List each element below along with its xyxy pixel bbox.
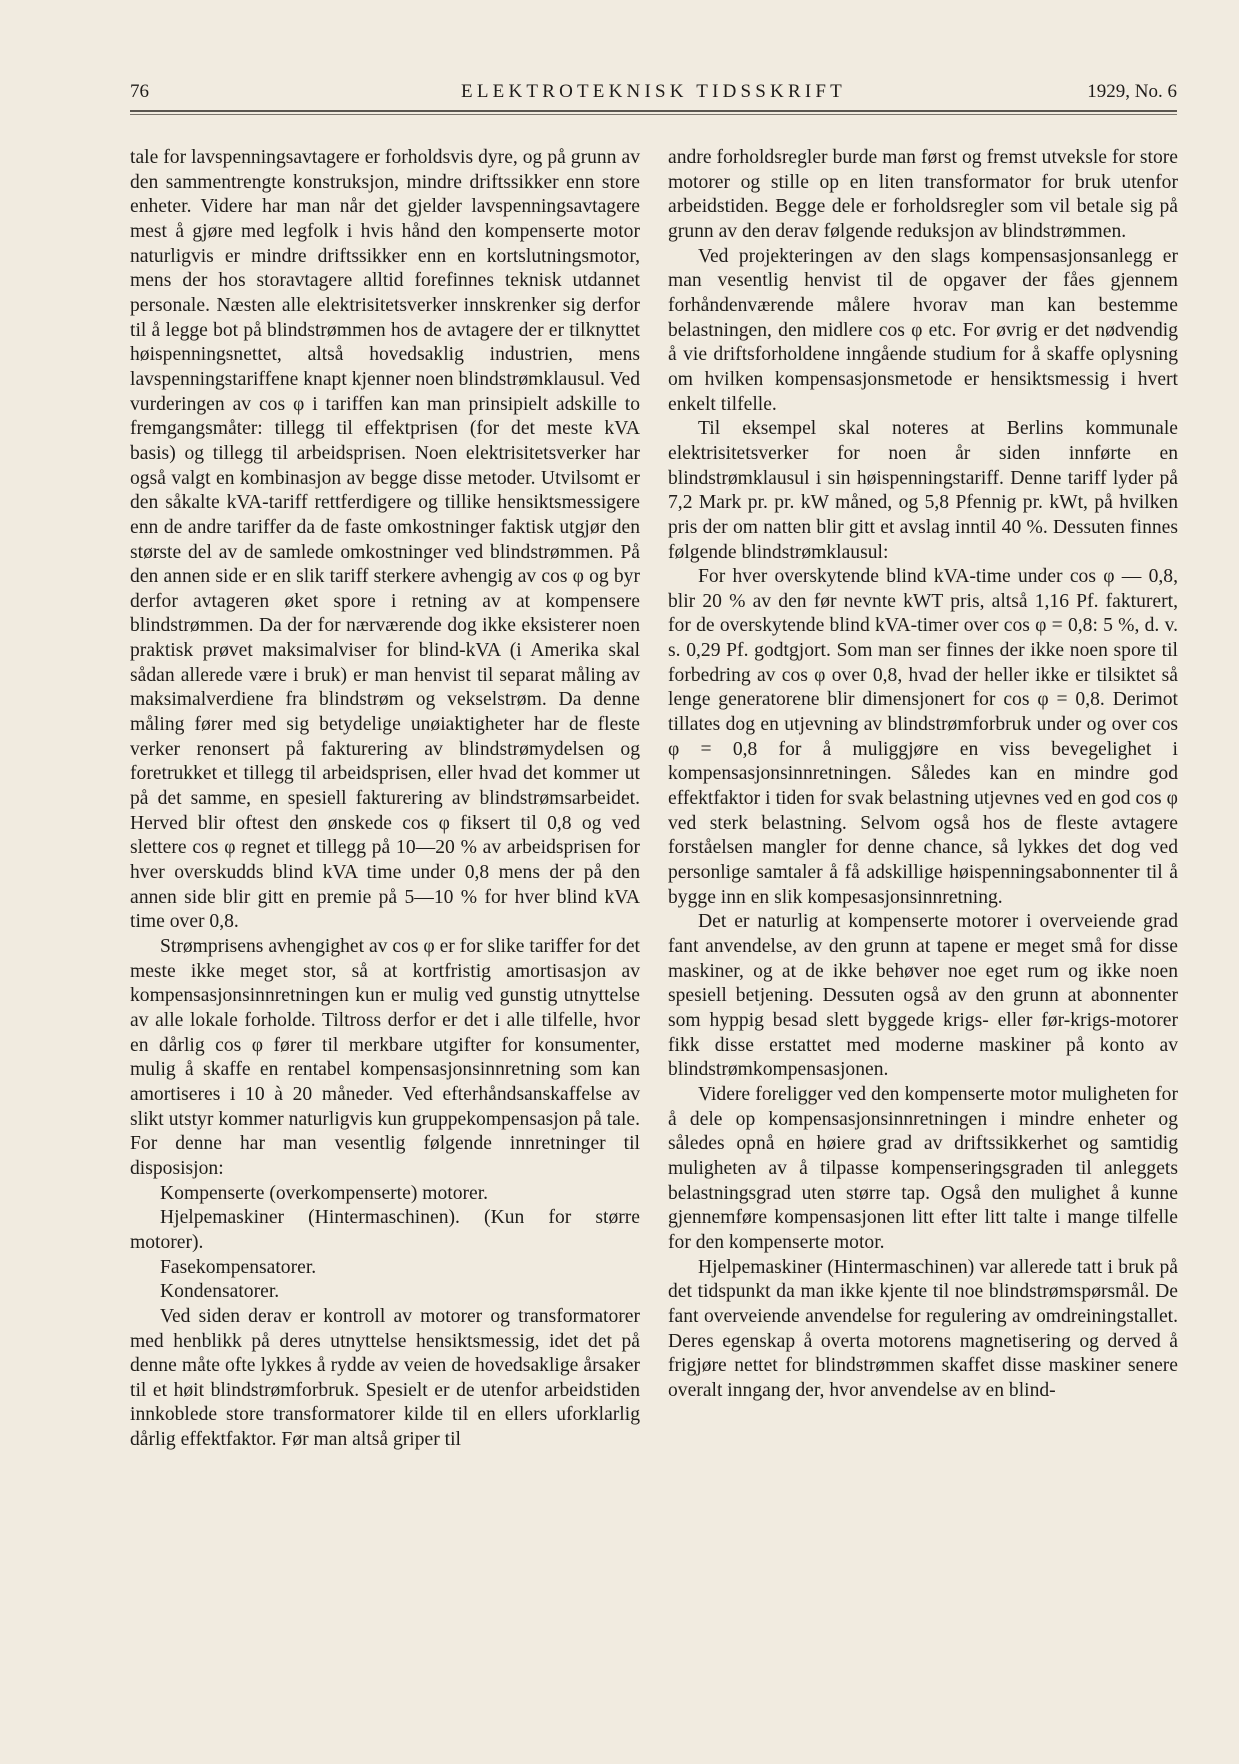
running-header — [130, 80, 1177, 104]
header-rule — [130, 110, 1177, 112]
journal-title: ELEKTROTEKNISK TIDSSKRIFT — [461, 81, 846, 102]
list-item: Kompenserte (overkompenserte) motorer. — [160, 1182, 489, 1204]
paragraph: For hver overskytende blind kVA-time under cos φ — 0,8, blir 20 % av den før nevnte kWT pris, altså 1,16 Pf. fakturert, for de overskytende blind kVA-timer over cos φ = 0,8: 5 %, d. v. s. 0,29 Pf. godtgjort. Som man ser finnes der ikke noen spore til forbedring av cos φ over 0,8, hvad der heller ikke er tilsiktet så lenge generatorene blir dimensjonert for cos φ = 0,8. Derimot tillates dog en utjevning av blindstrømforbruk under og over cos φ = 0,8 for å muliggjøre en viss bevegelighet i kompensasjonsinnretningen. Således kan en mindre god effektfaktor i tiden for svak belastning utjevnes ved en god cos φ ved sterk belastning. Selvom også hos de fleste avtagere forståelsen mangler for denne chance, så lykkes det dog ved personlige samtaler å få adskillige høispenningsabonnenter til å bygge inn en slik kompesasjonsinnretning. — [668, 566, 1178, 908]
paragraph: Det er naturlig at kompenserte motorer i overveiende grad fant anvendelse, av den grunn at tapene er meget små for disse maskiner, og at de ikke behøver noe eget rum og ikke noen spesiell betjening. Dessuten også av den grunn at abonnenter som hyppig besad slett byggede krigs- eller før-krigs-motorer fikk disse erstattet med moderne maskiner på konto av blindstrømkompensasjonen. — [668, 911, 1178, 1081]
paragraph: Strømprisens avhengighet av cos φ er for slike tariffer for det meste ikke meget stor, så at kortfristig amortisasjon av kompensasjonsinnretningen kun er mulig ved gunstig utnyttelse av alle lokale forholde. Tiltross derfor er det i alle tilfelle, hvor en dårlig cos φ fører til merkbare utgifter for konsumenter, mulig å skaffe en rentabel kompensasjonsinnretning som kan amortiseres i 10 à 20 måneder. Ved efterhåndsanskaffelse av slikt utstyr kommer naturligvis kun gruppekompensasjon på tale. For denne har man vesentlig følgende innretninger til disposisjon: — [130, 936, 640, 1179]
paragraph: Ved projekteringen av den slags kompensasjonsanlegg er man vesentlig henvist til de opgaver der fåes gjennem forhåndenværende målere hvorav man kan bestemme belastningen, den midlere cos φ etc. For øvrig er det nødvendig å vie driftsforholdene inngående studium for å skaffe oplysning om hvilken kompensasjonsmetode er hensiktsmessig i hvert enkelt tilfelle. — [668, 245, 1178, 415]
paragraph: andre forholdsregler burde man først og fremst utveksle for store motorer og stille op en liten transformator for bruk utenfor arbeidstiden. Begge dele er forholdsregler som vil betale sig på grunn av den derav følgende reduksjon av blindstrømmen. — [668, 147, 1178, 242]
paragraph: Til eksempel skal noteres at Berlins kommunale elektrisitetsverker for noen år siden innførte en blindstrømklausul i sin høispenningstariff. Denne tariff lyder på 7,2 Mark pr. pr. kW måned, og 5,8 Pfennig pr. kWt, på hvilken pris der om natten blir gitt et avslag inntil 40 %. Dessuten finnes følgende blindstrømklausul: — [668, 418, 1178, 563]
paragraph: tale for lavspenningsavtagere er forholdsvis dyre, og på grunn av den sammentrengte konstruksjon, mindre driftssikker enn store enheter. Videre har man når det gjelder lavspenningsavtagere mest å gjøre med legfolk i hvis hånd den kompenserte motor naturligvis er mindre driftssikker enn en kortslutningsmotor, mens der hos storavtagere alltid forefinnes teknisk utdannet personale. Næsten alle elektrisitetsverker innskrenker sig derfor til å legge bot på blindstrømmen hos de avtagere der er tilknyttet høispenningsnettet, altså hovedsaklig industrien, mens lavspenningstariffene knapt kjenner noen blindstrømklausul. Ved vurderingen av cos φ i tariffen kan man prinsipielt adskille to fremgangsmåter: tillegg til effektprisen (for det meste kVA basis) og tillegg til arbeidsprisen. Noen elektrisitetsverker har også valgt en kombinasjon av begge disse metoder. Utvilsomt er den såkalte kVA-tariff rettferdigere og tillike hensiktsmessigere enn de andre tariffer da de faste omkostninger faktisk utgjør den største del av de samlede omkostninger ved blindstrømmen. På den annen side er en slik tariff sterkere avhengig av cos φ og byr derfor avtageren øket spore i retning av at kompensere blindstrømmen. Da der for nærværende dog ikke eksisterer noen praktisk prøvet maksimalviser for blind-kVA (i Amerika skal sådan allerede være i bruk) er man henvist til separat måling av maksimalverdiene fra blindstrøm og vekselstrøm. Da denne måling fører med sig betydelige unøiaktigheter har de fleste verker renonsert på fakturering av blindstrømydelsen og foretrukket et tillegg til arbeidsprisen, eller hvad det kommer ut på det samme, en spesiell fakturering av blindstrømsarbeidet. Herved blir oftest den ønskede cos φ fiksert til 0,8 og ved slettere cos φ regnet et tillegg på 10—20 % av arbeidsprisen for hver overskudds blind kVA time under 0,8 mens der på den annen side blir gitt en premie på 5—10 % for hver blind kVA time over 0,8. — [130, 147, 640, 933]
list-item: Kondensatorer. — [160, 1281, 280, 1303]
paragraph: Hjelpemaskiner (Hintermaschinen) var allerede tatt i bruk på det tidspunkt da man ikke kjente til noe blindstrømspørsmål. De fant overveiende anvendelse for regulering av omdreiningstallet. Deres egenskap å overta motorens magnetisering og derved å frigjøre nettet for blindstrømmen skaffet disse maskiner senere overalt inngang der, hvor anvendelse av en blind- — [668, 1256, 1178, 1401]
left-column — [130, 146, 640, 1453]
paragraph: Videre foreligger ved den kompenserte motor muligheten for å dele op kompensasjonsinnretningen i mindre enheter og således opnå en høiere grad av driftssikkerhet og samtidig muligheten av å tilpasse kompenseringsgraden til anleggets belastningsgrad uten større tap. Også den mulighet å kunne gjennemføre kompensasjonen litt efter litt talte i mange tilfelle for den kompenserte motor. — [668, 1083, 1178, 1253]
right-column — [668, 146, 1178, 1403]
header-rule-thin — [130, 114, 1177, 115]
issue-number: 1929, No. 6 — [1087, 81, 1177, 102]
paragraph: Ved siden derav er kontroll av motorer og transformatorer med henblikk på deres utnyttelse hensiktsmessig, idet det på denne måte ofte lykkes å rydde av veien de hovedsaklige årsaker til et høit blindstrømforbruk. Spesielt er de utenfor arbeidstiden innkoblede store transformatorer kilde til en ellers uforklarlig dårlig effektfaktor. Før man altså griper til — [130, 1305, 640, 1451]
page-number: 76 — [130, 81, 149, 102]
list-item: Hjelpemaskiner (Hintermaschinen). (Kun for større motorer). — [130, 1207, 640, 1253]
list-item: Fasekompensatorer. — [160, 1256, 317, 1278]
